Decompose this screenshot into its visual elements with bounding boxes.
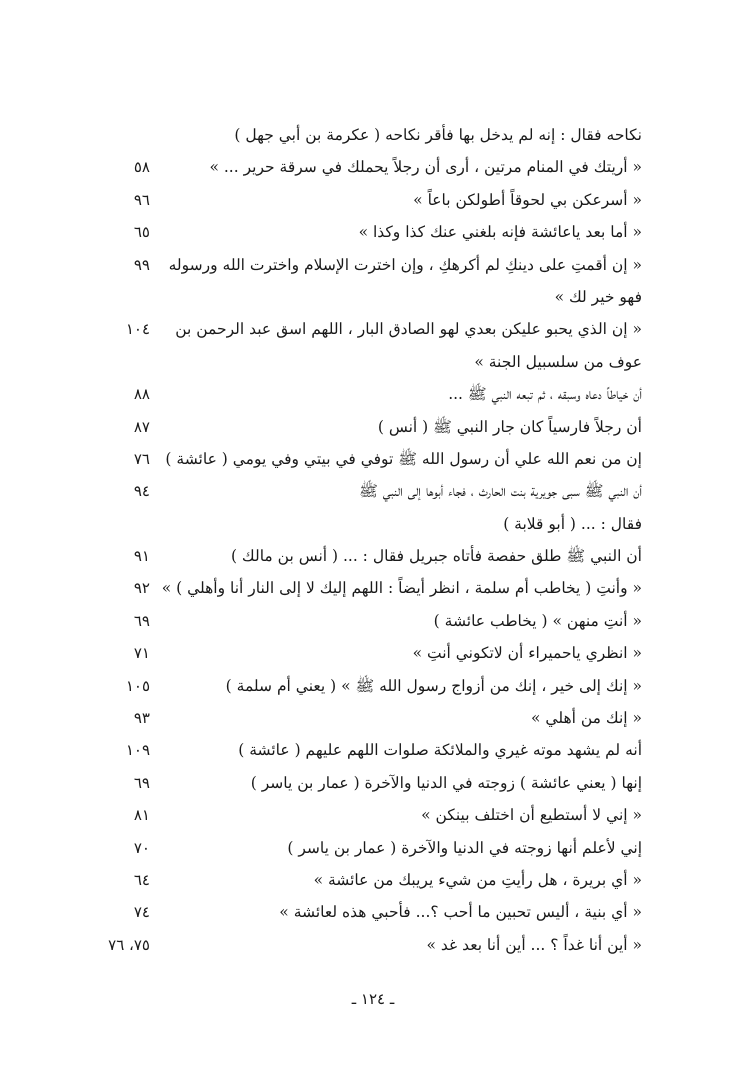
index-entry <box>0 184 746 216</box>
entry-page-number: ٩٢ <box>133 579 150 598</box>
index-entry <box>0 540 746 572</box>
entry-text: « إن أقمتِ على دينكِ لم أكرهكِ ، وإن اخترت الإسلام واخترت الله ورسوله <box>168 255 642 274</box>
entry-page-number: ٨١ <box>133 806 150 825</box>
entry-text: « إني لا أستطيع أن اختلف بينكن » <box>421 806 642 825</box>
entry-text: عوف من سلسبيل الجنة » <box>474 352 642 371</box>
entry-page-number: ٩٦ <box>133 190 150 209</box>
entry-page-number: ٥٨ <box>133 158 150 177</box>
entry-text: أن النبي ﷺ سبى جويرية بنت الحارث ، فجاء أبوها إلى النبي ﷺ <box>359 482 642 501</box>
entry-text: « وأنتِ ( يخاطب أم سلمة ، انظر أيضاً : اللهم إليك لا إلى النار أنا وأهلي ) » <box>161 579 642 598</box>
entry-text: « إنك إلى خير ، إنك من أزواج رسول الله ﷺ » ( يعني أم سلمة ) <box>225 676 642 695</box>
entry-text: نكاحه فقال : إنه لم يدخل بها فأقر نكاحه ( عكرمة بن أبي جهل ) <box>234 126 642 144</box>
entry-text: فهو خير لك » <box>554 287 642 306</box>
entry-page-number: ٦٩ <box>133 611 150 630</box>
entry-text: أن رجلاً فارسياً كان جار النبي ﷺ ( أنس ) <box>377 417 642 436</box>
entry-page-number: ٧٠ <box>133 838 150 857</box>
entry-page-number: ٧٥، ٧٦ <box>108 935 150 954</box>
entry-page-number: ٧٦ <box>133 449 150 468</box>
entry-text: « أريتك في المنام مرتين ، أرى أن رجلاً يحملك في سرقة حرير ... » <box>209 158 642 177</box>
entry-page-number: ٦٤ <box>133 870 150 889</box>
entry-text: أنه لم يشهد موته غيري والملائكة صلوات اللهم عليهم ( عائشة ) <box>238 741 642 760</box>
index-entry <box>0 929 746 961</box>
index-entry <box>0 313 746 345</box>
index-entry <box>0 896 746 928</box>
entry-text: « أي بنية ، أليس تحبين ما أحب ؟... فأحبي هذه لعائشة » <box>279 903 642 922</box>
index-entry <box>0 475 746 507</box>
entry-text: إن من نعم الله علي أن رسول الله ﷺ توفي في بيتي وفي يومي ( عائشة ) <box>165 449 642 468</box>
index-entry <box>0 832 746 864</box>
index-entry <box>0 443 746 475</box>
index-entry <box>0 216 746 248</box>
entry-text: « أنتِ منهن » ( يخاطب عائشة ) <box>433 611 642 630</box>
entry-text: أن خياطاً دعاه وسبقه ، ثم تبعه النبي ﷺ ... <box>448 385 642 404</box>
index-entry <box>0 734 746 766</box>
entry-text: فقال : ... ( أبو قلابة ) <box>503 514 642 533</box>
index-entry <box>0 119 746 151</box>
index-entry <box>0 249 746 281</box>
entry-text: « انظري ياحميراء أن لاتكوني أنتِ » <box>412 644 642 663</box>
entry-text: « أي بريرة ، هل رأيتِ من شيء يريبك من عائشة » <box>313 870 642 889</box>
entry-text: إنها ( يعني عائشة ) زوجته في الدنيا والآخرة ( عمار بن ياسر ) <box>250 773 642 792</box>
index-entry <box>0 637 746 669</box>
entry-page-number: ١٠٤ <box>125 320 150 339</box>
entry-page-number: ٦٥ <box>133 223 150 242</box>
index-entry <box>0 572 746 604</box>
entry-text: « إنك من أهلي » <box>531 709 642 728</box>
index-entry <box>0 767 746 799</box>
index-entry <box>0 281 746 313</box>
entry-text: أن النبي ﷺ طلق حفصة فأتاه جبريل فقال : ... ( أنس بن مالك ) <box>230 547 642 566</box>
entry-page-number: ٩٣ <box>133 709 150 728</box>
index-entry <box>0 702 746 734</box>
entry-page-number: ٨٨ <box>133 385 150 404</box>
index-entry <box>0 346 746 378</box>
index-entry <box>0 151 746 183</box>
entry-page-number: ٩٩ <box>133 255 150 274</box>
index-entry <box>0 605 746 637</box>
entry-page-number: ٩١ <box>133 547 150 566</box>
entry-text: إني لأعلم أنها زوجته في الدنيا والآخرة ( عمار بن ياسر ) <box>287 838 642 857</box>
index-entry <box>0 378 746 410</box>
index-entry <box>0 508 746 540</box>
entry-page-number: ٧١ <box>133 644 150 663</box>
index-entry <box>0 799 746 831</box>
index-entries <box>0 119 746 961</box>
entry-page-number: ٦٩ <box>133 773 150 792</box>
entry-page-number: ١٠٩ <box>125 741 150 760</box>
entry-text: « أما بعد ياعائشة فإنه بلغني عنك كذا وكذا » <box>358 223 642 242</box>
index-entry <box>0 670 746 702</box>
entry-text: « إن الذي يحبو عليكن بعدي لهو الصادق البار ، اللهم اسق عبد الرحمن بن <box>175 320 642 339</box>
page-number: ـ ١٢٤ ـ <box>351 990 395 1008</box>
entry-page-number: ٨٧ <box>133 417 150 436</box>
index-entry <box>0 411 746 443</box>
entry-text: « أين أنا غداً ؟ ... أين أنا بعد غد » <box>426 935 642 954</box>
entry-page-number: ١٠٥ <box>125 676 150 695</box>
entry-page-number: ٩٤ <box>133 482 150 501</box>
index-entry <box>0 864 746 896</box>
entry-page-number: ٧٤ <box>133 903 150 922</box>
entry-text: « أسرعكن بي لحوقاً أطولكن باعاً » <box>413 190 642 209</box>
